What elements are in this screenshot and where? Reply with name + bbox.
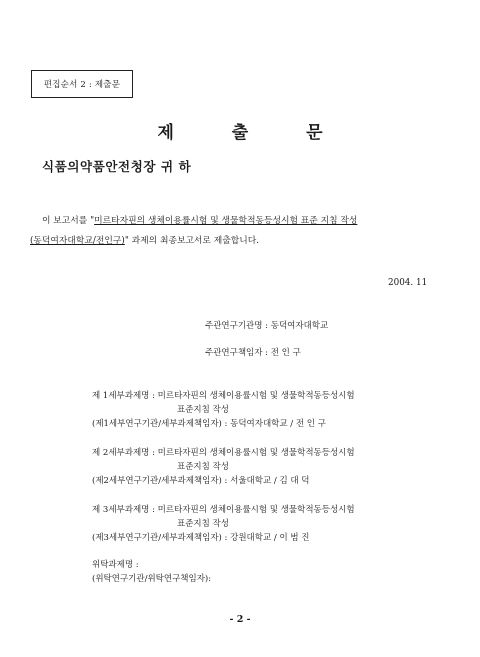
lead-institution: 주관연구기관명 : 동덕여자대학교	[205, 321, 329, 331]
submission-prefix: 이 보고서를 "	[42, 216, 95, 226]
submission-suffix: " 과제의 최종보고서로 제출합니다.	[124, 236, 260, 246]
subproject-3-title: 제 3세부과제명 : 미르타자핀의 생체이용률시험 및 생물학적동등성시험	[92, 505, 355, 515]
subproject-3-title-cont: 표준지침 작성	[177, 519, 229, 529]
commission-institution: (위탁연구기관/위탁연구책임자):	[92, 574, 212, 584]
subproject-1-title-cont: 표준지침 작성	[177, 405, 229, 415]
lead-researcher: 주관연구책임자 : 전 인 구	[205, 348, 301, 358]
subproject-2-institution: (제2세부연구기관/세부과제책임자) : 서울대학교 / 김 대 덕	[92, 476, 310, 486]
commission-title: 위탁과제명 :	[92, 560, 139, 570]
subproject-2-title-cont: 표준지침 작성	[177, 462, 229, 472]
submission-date: 2004. 11	[388, 278, 428, 288]
submission-text-line-2	[30, 233, 259, 246]
edit-order-box	[31, 70, 133, 98]
subproject-3-institution: (제3세부연구기관/세부과제책임자) : 강원대학교 / 이 범 진	[92, 533, 310, 543]
addressee: 식품의약품안전청장 귀 하	[42, 159, 192, 174]
page-title: 제 출 문	[157, 123, 349, 143]
project-institution: (동덕여자대학교/전인구)	[30, 236, 125, 246]
subproject-1-title: 제 1세부과제명 : 미르타자핀의 생체이용률시험 및 생물학적동등성시험	[92, 391, 355, 401]
edit-order-label: 편집순서 2 : 제출문	[43, 80, 121, 90]
project-title: 미르타자핀의 생체이용률시험 및 생물학적동등성시험 표준 지침 작성	[94, 216, 358, 226]
subproject-2-title: 제 2세부과제명 : 미르타자핀의 생체이용률시험 및 생물학적동등성시험	[92, 448, 355, 458]
submission-text-line-1	[42, 213, 357, 226]
subproject-1-institution: (제1세부연구기관/세부과제책임자) : 동덕여자대학교 / 전 인 구	[92, 419, 326, 429]
page-number: - 2 -	[229, 614, 251, 625]
